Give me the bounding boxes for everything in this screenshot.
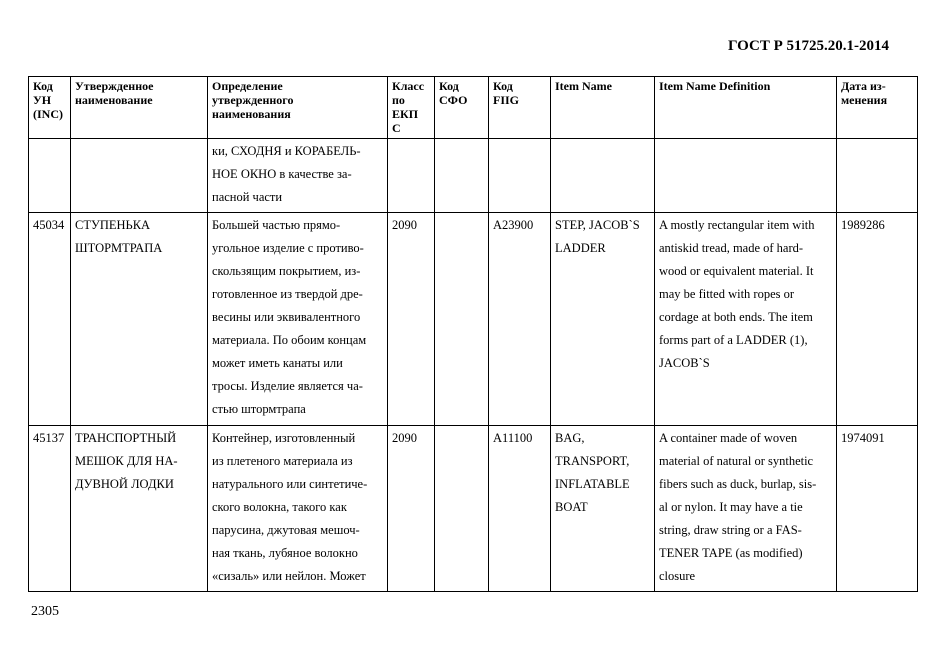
cell-sfo [435,139,489,213]
cell-item-name [551,139,655,213]
col-header-approved-name: Утвержденное наименование [71,77,208,139]
cell-fiig [489,139,551,213]
col-header-definition: Определение утвержденного наименования [208,77,388,139]
col-header-fiig: Код FIIG [489,77,551,139]
cell-inc: 45034 [29,213,71,426]
cell-definition: Контейнер, изготовленный из плетеного материала из натурального или синтетиче- ского волокна, такого как парусина, джутовая мешоч- ная ткань, лубяное волокно «сизаль» или нейлон. Может [208,426,388,592]
specification-table [28,76,918,592]
cell-approved-name: СТУПЕНЬКА ШТОРМТРАПА [71,213,208,426]
table-row [29,213,918,426]
col-header-class: Класс по ЕКП С [388,77,435,139]
cell-item-definition: A mostly rectangular item with antiskid tread, made of hard- wood or equivalent material. It may be fitted with ropes or cordage at both ends. The item forms part of a LADDER (1), JACOB`S [655,213,837,426]
cell-fiig: A11100 [489,426,551,592]
table-row [29,139,918,213]
cell-class: 2090 [388,426,435,592]
cell-fiig: A23900 [489,213,551,426]
cell-change-date: 1989286 [837,213,918,426]
cell-approved-name: ТРАНСПОРТНЫЙ МЕШОК ДЛЯ НА- ДУВНОЙ ЛОДКИ [71,426,208,592]
cell-inc: 45137 [29,426,71,592]
cell-inc [29,139,71,213]
col-header-change-date: Дата из- менения [837,77,918,139]
cell-change-date: 1974091 [837,426,918,592]
cell-change-date [837,139,918,213]
col-header-sfo: Код СФО [435,77,489,139]
cell-definition: Большей частью прямо- угольное изделие с противо- скользящим покрытием, из- готовленное из твердой дре- весины или эквивалентного материала. По обоим концам может иметь канаты или тросы. Изделие является ча- стью штормтрапа [208,213,388,426]
table-row [29,426,918,592]
document-code: ГОСТ Р 51725.20.1-2014 [727,38,889,54]
cell-sfo [435,426,489,592]
cell-approved-name [71,139,208,213]
table-header-row [29,77,918,139]
cell-item-definition: A container made of woven material of natural or synthetic fibers such as duck, burlap, sis- al or nylon. It may have a tie string, draw string or a FAS- TENER TAPE (as modified) closure [655,426,837,592]
cell-sfo [435,213,489,426]
cell-definition: ки, СХОДНЯ и КОРАБЕЛЬ- НОЕ ОКНО в качестве за- пасной части [208,139,388,213]
cell-item-definition [655,139,837,213]
cell-item-name: BAG, TRANSPORT, INFLATABLE BOAT [551,426,655,592]
col-header-inc: Код УН (INC) [29,77,71,139]
page-number: 2305 [31,604,59,619]
cell-class [388,139,435,213]
col-header-item-name: Item Name [551,77,655,139]
col-header-item-definition: Item Name Definition [655,77,837,139]
cell-item-name: STEP, JACOB`S LADDER [551,213,655,426]
cell-class: 2090 [388,213,435,426]
